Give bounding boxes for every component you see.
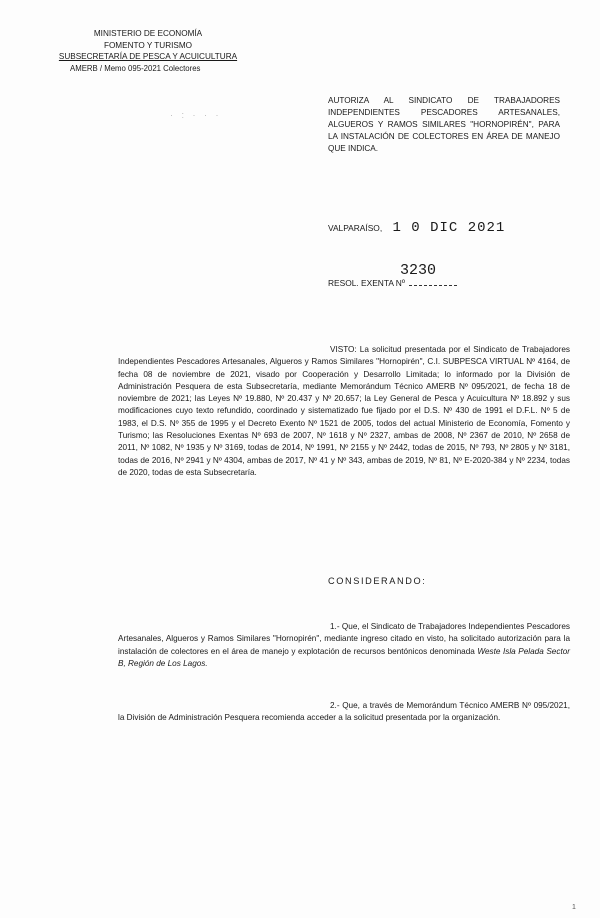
resolution-number-line xyxy=(328,262,457,288)
date-line xyxy=(328,220,505,236)
visto-paragraph xyxy=(118,344,570,479)
item-2-text: 2.- Que, a través de Memorándum Técnico AMERB Nº 095/2021, la División de Administración Pesquera recomienda acceder a la solicitud presentada por la organización. xyxy=(118,701,570,723)
resolution-title: AUTORIZA AL SINDICATO DE TRABAJADORES INDEPENDIENTES PESCADORES ARTESANALES, ALGUEROS Y RAMOS SIMILARES "HORNOPIRÉN", PARA LA INSTALACIÓN DE COLECTORES EN ÁREA DE MANEJO QUE INDICA. xyxy=(328,96,560,153)
visto-text: La solicitud presentada por el Sindicato de Trabajadores Independientes Pescadores Artesanales, Algueros y Ramos Similares "Hornopirén", C.I. SUBPESCA VIRTUAL Nº 4164, de fecha 08 de noviembre de 2021, visado por Cooperación y Desarrollo Limitada; lo informado por la División de Administración Pesquera de esta Subsecretaría, mediante Memorándum Técnico AMERB Nº 095/2021, de fecha 18 de noviembre de 2021; las Leyes Nº 19.880, Nº 20.437 y Nº 20.657; la Ley General de Pesca y Acuicultura Nº 18.892 y sus modificaciones cuyo texto refundido, coordinado y sistematizado fue fijado por el D.S. Nº 430 de 1991 el D.F.L. Nº 5 de 1983, el D.S. Nº 355 de 1995 y el Decreto Exento Nº 1521 de 2005, todos del actual Ministerio de Economía, Fomento y Turismo; las Resoluciones Exentas Nº 693 de 2007, Nº 1618 y Nº 2327, ambas de 2008, Nº 2367 de 2010, Nº 2658 de 2011, Nº 1082, Nº 1935 y Nº 3169, todas de 2014, Nº 1991, Nº 2155 y Nº 2442, todas de 2015, Nº 793, Nº 2805 y Nº 3181, todas de 2016, Nº 2941 y Nº 4304, ambas de 2017, Nº 41 y Nº 343, ambas de 2019, Nº 81, Nº E-2020-384 y Nº 2234, todas de 2020, todas de esta Subsecretaría. xyxy=(118,345,570,477)
ministry-name: MINISTERIO DE ECONOMÍA xyxy=(93,29,203,38)
letterhead xyxy=(48,28,248,74)
city-label: VALPARAÍSO, xyxy=(328,223,383,233)
area-name: Weste Isla Pelada Sector B, Región de Los Lagos. xyxy=(118,646,571,668)
date-stamp: 1 0 DIC 2021 xyxy=(392,220,506,236)
visto-label: VISTO: xyxy=(330,345,357,354)
faded-stamp-icon: · : · · · xyxy=(170,110,222,120)
considerando-item-2 xyxy=(118,700,570,725)
resolution-label: RESOL. EXENTA Nº xyxy=(328,278,405,288)
considerando-heading: CONSIDERANDO: xyxy=(328,576,427,586)
page-number: 1 xyxy=(572,904,576,911)
memo-reference: AMERB / Memo 095-2021 Colectores xyxy=(70,63,201,73)
subsecretaria-name: SUBSECRETARÍA DE PESCA Y ACUICULTURA xyxy=(58,52,238,61)
number-underline xyxy=(409,285,457,286)
item-1-text: 1.- Que, el Sindicato de Trabajadores Independientes Pescadores Artesanales, Algueros y Ramos Similares "Hornopirén", mediante ingreso citado en visto, ha solicitado autorización para la instalación de colectores en el área de manejo y explotación de recursos bentónicos denominada xyxy=(118,622,570,656)
resolution-number: 3230 xyxy=(400,262,437,279)
ministry-subtitle: FOMENTO Y TURISMO xyxy=(103,40,193,50)
considerando-item-1 xyxy=(118,621,570,670)
